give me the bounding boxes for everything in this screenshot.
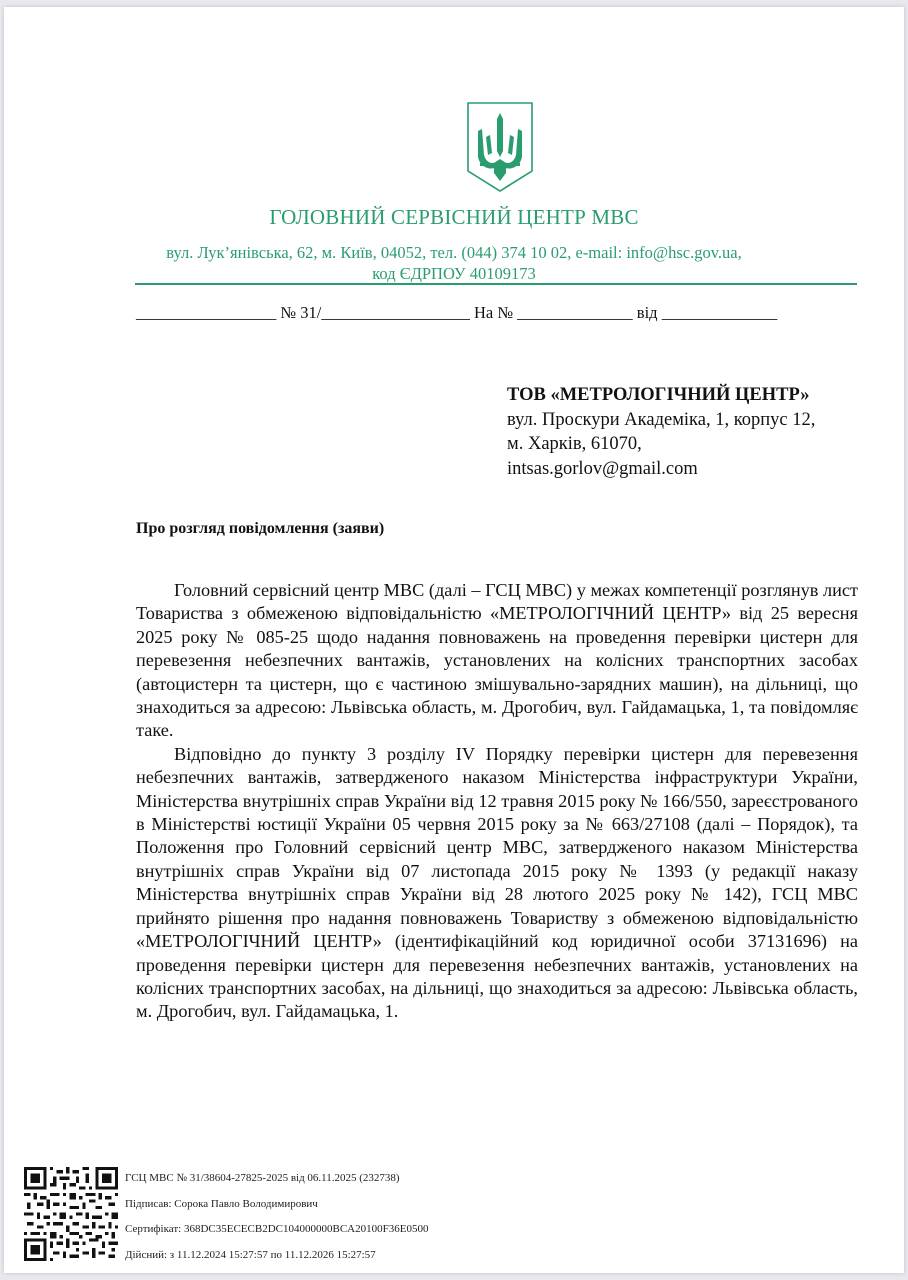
recipient-address-line-2: м. Харків, 61070, [507,434,642,454]
certificate-number: Сертифікат: 368DC35ECECB2DC104000000BCA20100F36E0500 [125,1223,429,1236]
certificate-validity: Дійсний: з 11.12.2024 15:27:57 по 11.12.2026 15:27:57 [125,1248,376,1261]
document-page [4,7,904,1273]
signature-details [125,1166,428,1268]
trident-coat-of-arms-icon [466,101,534,193]
registration-number-line: _________________ № 31/__________________ На № ______________ від ______________ [136,303,778,322]
body-paragraph: Відповідно до пункту 3 розділу IV Порядку перевірки цистерн для перевезення небезпечних вантажів, затвердженого наказом Міністерства інфраструктури України, Міністерства внутрішніх справ України від 12 травня 2015 року № 166/550, зареєстрованого в Міністерстві юстиції України 05 червня 2015 року за № 663/27108 (далі – Порядок), та Положення про Головний сервісний центр МВС, затвердженого наказом Міністерства внутрішніх справ України від 07 листопада 2015 року № 1393 (у редакції наказу Міністерства внутрішніх справ України від 28 лютого 2025 року № 142), ГСЦ МВС прийнято рішення про надання повноважень Товариству з обмеженою відповідальністю «МЕТРОЛОГІЧНИЙ ЦЕНТР» (ідентифікаційний код юридичної особи 37131696) на проведення перевірки цистерн для перевезення небезпечних вантажів, установлених на колісних транспортних засобах, на дільниці, що знаходиться за адресою: Львівська область, м. Дрогобич, вул. Гайдамацька, 1. [136,743,858,1022]
recipient-block [507,383,815,481]
letter-body [136,579,858,1024]
organization-name: ГОЛОВНИЙ СЕРВІСНИЙ ЦЕНТР МВС [269,205,639,229]
recipient-name: ТОВ «МЕТРОЛОГІЧНИЙ ЦЕНТР» [507,385,810,405]
organization-address [0,242,908,284]
address-line-2: код ЄДРПОУ 40109173 [372,264,536,283]
address-line-1: вул. Лук’янівська, 62, м. Київ, 04052, тел. (044) 374 10 02, e-mail: info@hsc.gov.ua, [166,243,742,262]
recipient-email: intsas.gorlov@gmail.com [507,458,698,479]
qr-code-icon [24,1166,118,1262]
header-divider [135,283,857,285]
document-reference: ГСЦ МВС № 31/38604-27825-2025 від 06.11.2025 (232738) [125,1172,400,1184]
letter-subject: Про розгляд повідомлення (заяви) [136,520,385,537]
recipient-address-line-1: вул. Проскури Академіка, 1, корпус 12, [507,409,816,430]
signer-name: Підписав: Сорока Павло Володимирович [125,1197,318,1210]
body-paragraph: Головний сервісний центр МВС (далі – ГСЦ МВС) у межах компетенції розглянув лист Товариства з обмеженою відповідальністю «МЕТРОЛОГІЧНИЙ ЦЕНТР» від 25 вересня 2025 року № 085-25 щодо надання повноважень на проведення перевірки цистерн для перевезення небезпечних вантажів, установлених на колісних транспортних засобах (автоцистерн та цистерн, що є частиною змішувально-зарядних машин), на дільниці, що знаходиться за адресою: Львівська область, м. Дрогобич, вул. Гайдамацька, 1, та повідомляє таке. [136,580,858,741]
